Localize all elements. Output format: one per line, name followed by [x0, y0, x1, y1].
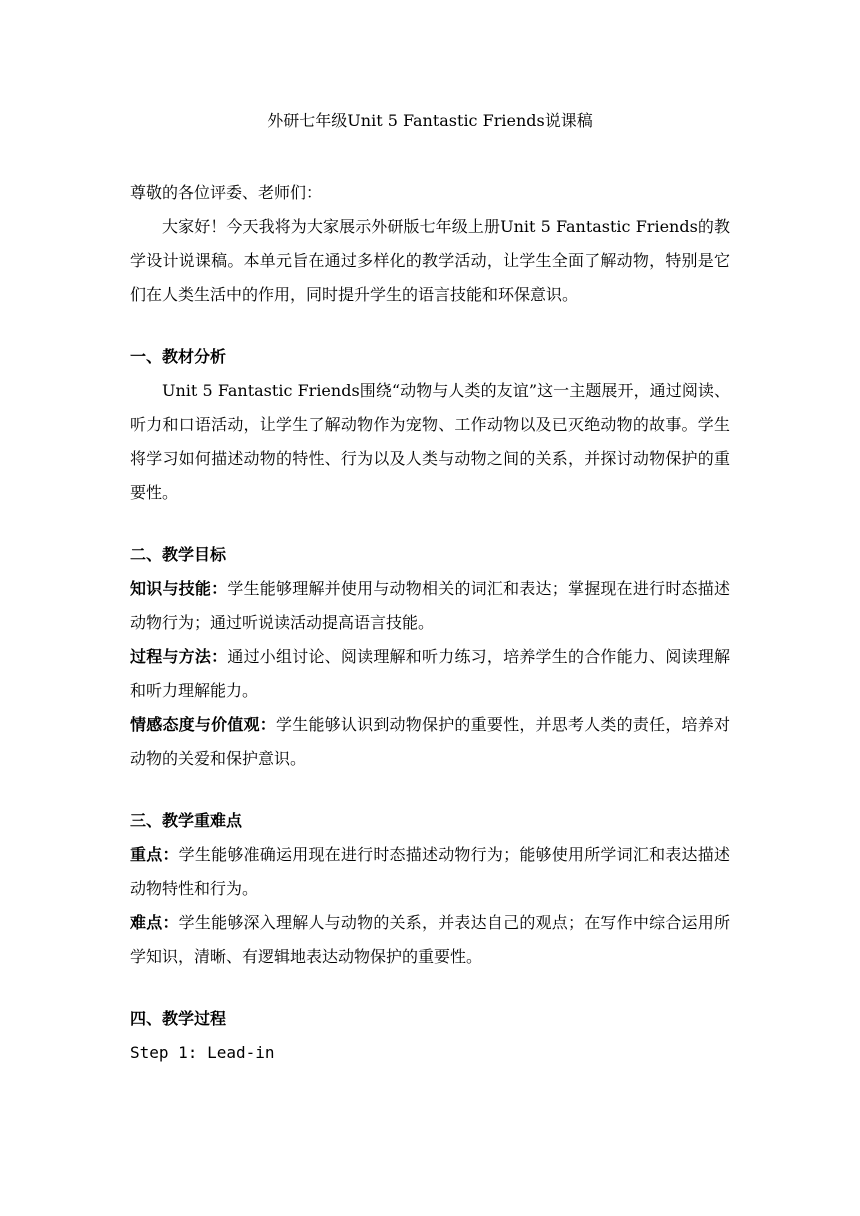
spacer: [130, 134, 730, 176]
materials-paragraph: Unit 5 Fantastic Friends围绕“动物与人类的友谊”这一主题展开，通过阅读、听力和口语活动，让学生了解动物作为宠物、工作动物以及已灭绝动物的故事。学生将学习如何描述动物的特性、行为以及人类与动物之间的关系，并探讨动物保护的重要性。: [130, 381, 730, 502]
key-point-focus: [130, 838, 730, 906]
intro-paragraph: 大家好！今天我将为大家展示外研版七年级上册Unit 5 Fantastic Friends的教学设计说课稿。本单元旨在通过多样化的教学活动，让学生全面了解动物，特别是它们在人类生活中的作用，同时提升学生的语言技能和环保意识。: [130, 217, 730, 304]
step-title: Step 1: Lead-in: [130, 1043, 275, 1062]
objective-attitude: [130, 708, 730, 776]
key-point-label: 重点：: [130, 845, 179, 864]
objective-text: 学生能够认识到动物保护的重要性，并思考人类的责任，培养对动物的关爱和保护意识。: [130, 715, 730, 768]
key-point-difficulty: [130, 906, 730, 974]
objective-process: [130, 640, 730, 708]
objective-text: 学生能够理解并使用与动物相关的词汇和表达；掌握现在进行时态描述动物行为；通过听说读活动提高语言技能。: [130, 579, 730, 632]
objective-text: 通过小组讨论、阅读理解和听力练习，培养学生的合作能力、阅读理解和听力理解能力。: [130, 647, 730, 700]
spacer: [130, 510, 730, 538]
spacer: [130, 776, 730, 804]
greeting: 尊敬的各位评委、老师们：: [130, 183, 323, 202]
objective-label: 知识与技能：: [130, 579, 228, 598]
section-heading-materials: 一、教材分析: [130, 347, 227, 366]
document-title: 外研七年级Unit 5 Fantastic Friends说课稿: [267, 111, 593, 130]
objective-label: 过程与方法：: [130, 647, 228, 666]
key-point-text: 学生能够深入理解人与动物的关系，并表达自己的观点；在写作中综合运用所学知识，清晰、有逻辑地表达动物保护的重要性。: [130, 913, 730, 966]
objective-label: 情感态度与价值观：: [130, 715, 276, 734]
key-point-label: 难点：: [130, 913, 179, 932]
section-heading-process: 四、教学过程: [130, 1009, 227, 1028]
document-page: [130, 108, 730, 1070]
section-heading-key-points: 三、教学重难点: [130, 811, 243, 830]
spacer: [130, 312, 730, 340]
section-heading-objectives: 二、教学目标: [130, 545, 227, 564]
key-point-text: 学生能够准确运用现在进行时态描述动物行为；能够使用所学词汇和表达描述动物特性和行为。: [130, 845, 730, 898]
spacer: [130, 974, 730, 1002]
objective-knowledge: [130, 572, 730, 640]
